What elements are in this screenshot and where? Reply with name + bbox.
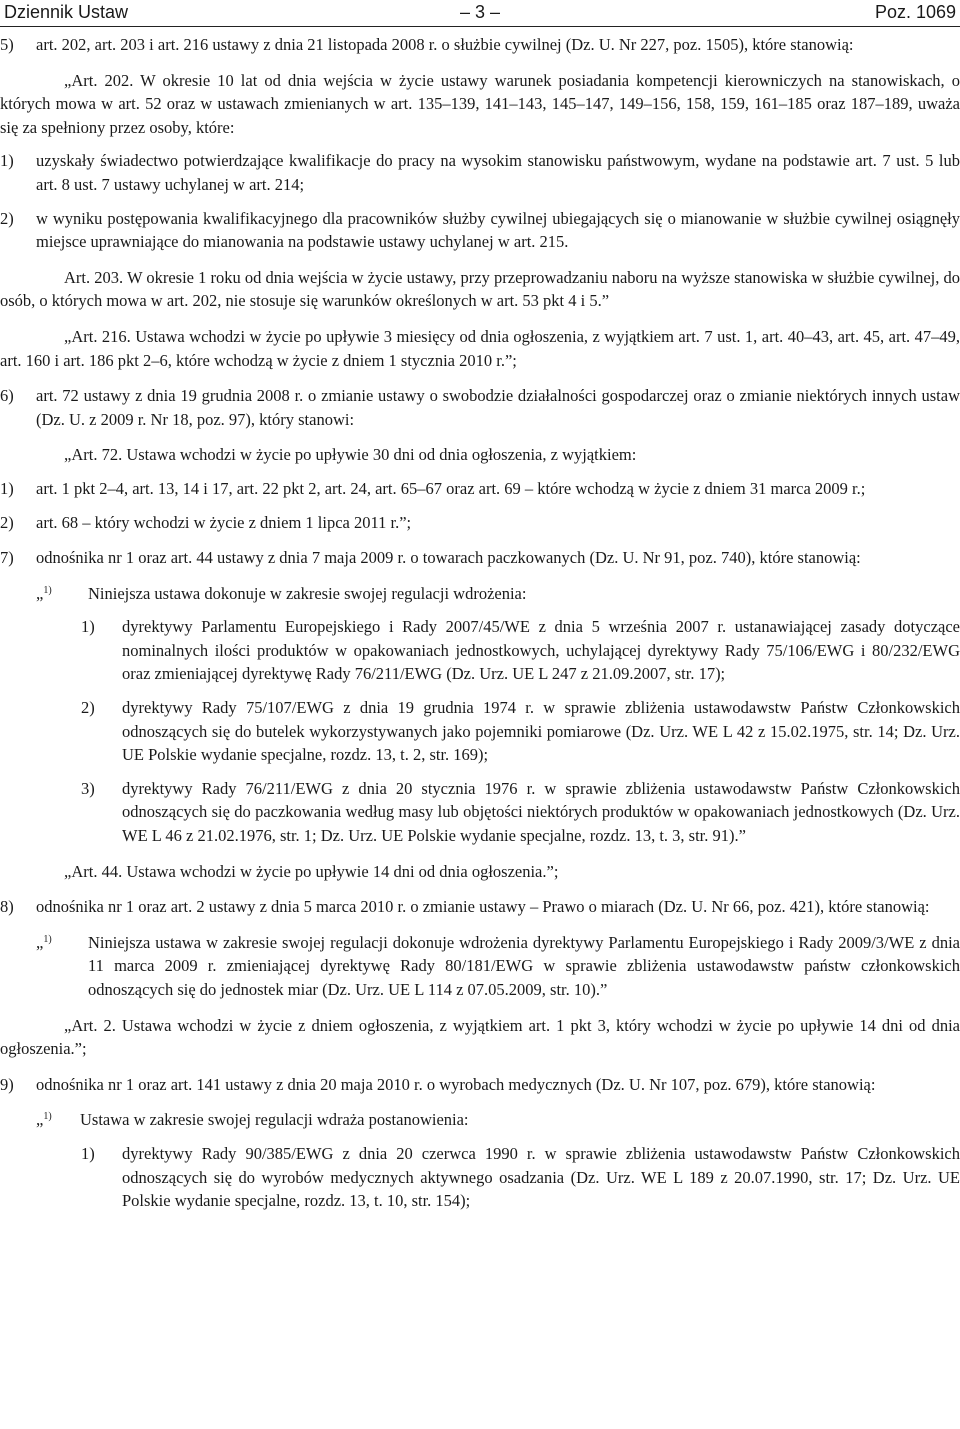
art72-point-1: 1) art. 1 pkt 2–4, art. 13, 14 i 17, art. 22 pkt 2, art. 24, art. 65–67 oraz art. 69 – które wchodzą w życie z dniem 31 marca 2009 r.; xyxy=(0,478,866,498)
art202-point-2: 2) w wyniku postępowania kwalifikacyjnego dla pracowników służby cywilnej ubiegających się o mianowanie w służbie cywilnej osiągnęły miejsce uprawniające do mianowania na podstawie ustawy uchylanej w art. 215. xyxy=(0,208,960,252)
footnote-1-item-8: „$^{1)}$ Niniejsza ustawa w zakresie swojej regulacji dokonuje wdrożenia dyrektywy Parlamentu Europejskiego i Rady 2009/3/WE z dnia 11 marca 2009 r. zmieniającej dyrektywę Rady 80/181/EWG w sprawie zbliżenia ustawodawstw państw członkowskich odnoszących się do jednostek miar (Dz. Urz. UE L 114 z 07.05.2009, str. 10).” xyxy=(36,932,960,999)
quoted-article-72: „Art. 72. Ustawa wchodzi w życie po upływie 30 dni od dnia ogłoszenia, z wyjątkiem: xyxy=(64,445,637,465)
position-number: Poz. 1069 xyxy=(874,2,956,22)
journal-title: Dziennik Ustaw xyxy=(4,2,129,22)
quoted-article-203: Art. 203. W okresie 1 roku od dnia wejścia w życie ustawy, przy przeprowadzaniu naboru na wyższe stanowiska w służbie cywilnej, do osób, o których mowa w art. 202, nie stosuje się warunków określonych w art. 53 pkt 4 i 5.” xyxy=(0,267,960,311)
item-text: art. 202, art. 203 i art. 216 ustawy z dnia 21 listopada 2008 r. o służbie cywilnej (Dz. U. Nr 227, poz. 1505), które stanowią: xyxy=(36,35,854,54)
directive-point-1: 1) dyrektywy Parlamentu Europejskiego i Rady 2007/45/WE z dnia 5 września 2007 r. ustanawiającej zasady dotyczące nominalnych ilości produktów w opakowaniach jednostkowych, uchylającej dyrektywy Rady 75/106/EWG i 80/232/EWG oraz zmieniającej dyrektywę Rady 76/211/EWG (Dz. Urz. UE L 247 z 21.09.2007, str. 17); xyxy=(81,617,960,684)
page-header xyxy=(0,0,960,24)
art72-point-2: 2) art. 68 – który wchodzi w życie z dniem 1 lipca 2011 r.”; xyxy=(0,512,412,532)
footnote-1-item-9: „$^{1)}$ Ustawa w zakresie swojej regulacji wdraża postanowienia: xyxy=(36,1110,469,1130)
document-body xyxy=(0,33,960,1213)
directive-point-3: 3) dyrektywy Rady 76/211/EWG z dnia 20 stycznia 1976 r. w sprawie zbliżenia ustawodawstw Państw Członkowskich odnoszących się do paczkowania według masy lub objętości niektórych produktów w opakowaniach jednostkowych (Dz. Urz. WE L 46 z 21.02.1976, str. 1; Dz. Urz. UE Polskie wydanie specjalne, rozdz. 13, t. 3, str. 91).” xyxy=(81,778,960,846)
directive-point-9-1: 1) dyrektywy Rady 90/385/EWG z dnia 20 czerwca 1990 r. w sprawie zbliżenia ustawodawstw Państw Członkowskich odnoszących się do wyrobów medycznych aktywnego osadzania (Dz. Urz. WE L 189 z 20.07.1990, str. 17; Dz. Urz. UE Polskie wydanie specjalne, rozdz. 13, t. 10, str. 154); xyxy=(81,1143,960,1211)
quoted-article-2: „Art. 2. Ustawa wchodzi w życie z dniem ogłoszenia, z wyjątkiem art. 1 pkt 3, który wchodzi w życie po upływie 14 dni od dnia ogłoszenia.”; xyxy=(0,1015,960,1059)
footnote-1-item-7: „$^{1)}$ Niniejsza ustawa dokonuje w zakresie swojej regulacji wdrożenia: xyxy=(36,583,527,603)
page-number: – 3 – xyxy=(459,2,501,22)
directive-point-2: 2) dyrektywy Rady 75/107/EWG z dnia 19 grudnia 1974 r. w sprawie zbliżenia ustawodawstw Państw Członkowskich odnoszących się do butelek wykorzystywanych jako pojemniki pomiarowe (Dz. Urz. WE L 42 z 15.02.1975, str. 14; Dz. Urz. UE Polskie wydanie specjalne, rozdz. 13, t. 2, str. 169); xyxy=(81,698,960,765)
header-rule xyxy=(0,26,960,27)
quoted-article-216: „Art. 216. Ustawa wchodzi w życie po upływie 3 miesięcy od dnia ogłoszenia, z wyjątkiem art. 7 ust. 1, art. 40–43, art. 45, art. 47–49, art. 160 i art. 186 pkt 2–6, które wchodzą w życie z dniem 1 stycznia 2010 r.”; xyxy=(0,326,960,370)
quoted-article-44: „Art. 44. Ustawa wchodzi w życie po upływie 14 dni od dnia ogłoszenia.”; xyxy=(64,861,559,881)
list-item-9: 9) odnośnika nr 1 oraz art. 141 ustawy z dnia 20 maja 2010 r. o wyrobach medycznych (Dz. U. Nr 107, poz. 679), które stanowią: xyxy=(0,1074,876,1094)
quoted-article-202: „Art. 202. W okresie 10 lat od dnia wejścia w życie ustawy warunek posiadania kompetencji kierowniczych na stanowiskach, o których mowa w art. 52 oraz w ustawach zmienianych w art. 135–139, 141–143, 145–147, 149–156, 158, 159, 161–185 oraz 187–189, uważa się za spełniony przez osoby, które: xyxy=(0,70,960,137)
list-item-5 xyxy=(0,33,960,57)
item-number: 5) xyxy=(0,35,14,54)
list-item-8: 8) odnośnika nr 1 oraz art. 2 ustawy z dnia 5 marca 2010 r. o zmianie ustawy – Prawo o miarach (Dz. U. Nr 66, poz. 421), które stanowią: xyxy=(0,897,930,917)
art202-point-1: 1) uzyskały świadectwo potwierdzające kwalifikacje do pracy na wysokim stanowisku państwowym, wydane na podstawie art. 7 ust. 5 lub art. 8 ust. 7 ustawy uchylanej w art. 214; xyxy=(0,151,960,194)
list-item-7: 7) odnośnika nr 1 oraz art. 44 ustawy z dnia 7 maja 2009 r. o towarach paczkowanych (Dz. U. Nr 91, poz. 740), które stanowią: xyxy=(0,548,861,568)
list-item-6: 6) art. 72 ustawy z dnia 19 grudnia 2008 r. o zmianie ustawy o swobodzie działalności gospodarczej oraz o zmianie niektórych innych ustaw (Dz. U. z 2009 r. Nr 18, poz. 97), który stanowi: xyxy=(0,386,960,429)
